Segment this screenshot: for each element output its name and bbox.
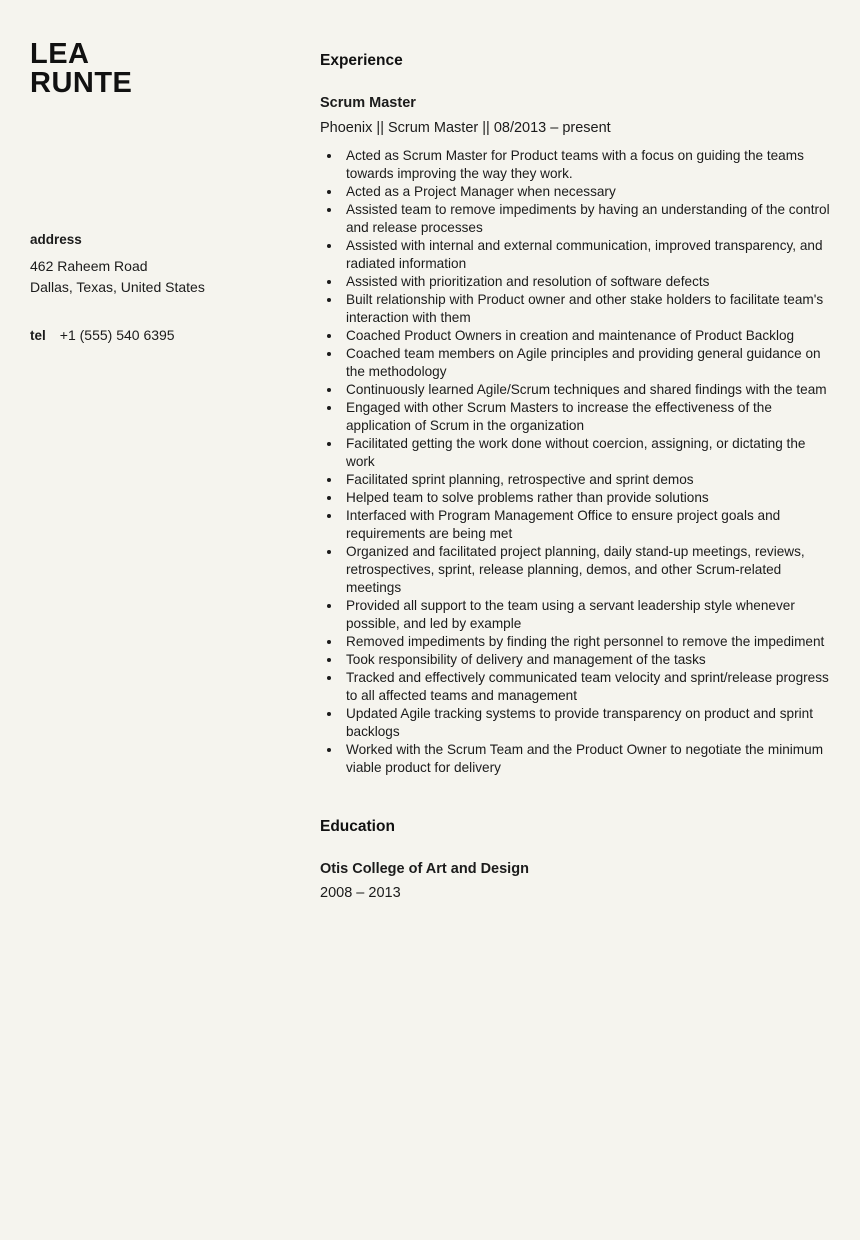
- bullet-item: • Coached team members on Agile principles and providing general guidance on the methodology: [342, 345, 835, 381]
- bullet-item: • Organized and facilitated project planning, daily stand-up meetings, reviews, retrospectives, sprint, release planning, demos, and other Scrum-related meetings: [342, 543, 835, 597]
- bullet-item: • Updated Agile tracking systems to provide transparency on product and sprint backlogs: [342, 705, 835, 741]
- bullet-item: • Took responsibility of delivery and management of the tasks: [342, 651, 835, 669]
- bullet-item: • Assisted team to remove impediments by having an understanding of the control and release processes: [342, 201, 835, 237]
- bullet-item: • Tracked and effectively communicated team velocity and sprint/release progress to all affected teams and management: [342, 669, 835, 705]
- bullet-item: • Acted as Scrum Master for Product teams with a focus on guiding the teams towards improving the way they work.: [342, 147, 835, 183]
- main-content: [320, 52, 835, 901]
- address-label: address: [30, 232, 82, 247]
- school-name: Otis College of Art and Design: [320, 861, 529, 877]
- tel-block: [30, 327, 290, 343]
- bullet-item: • Engaged with other Scrum Masters to increase the effectiveness of the application of Scrum in the organization: [342, 399, 835, 435]
- experience-heading: Experience: [320, 52, 403, 69]
- bullet-item: • Facilitated sprint planning, retrospective and sprint demos: [342, 471, 835, 489]
- bullet-item: • Removed impediments by finding the right personnel to remove the impediment: [342, 633, 835, 651]
- bullet-item: • Worked with the Scrum Team and the Product Owner to negotiate the minimum viable product for delivery: [342, 741, 835, 777]
- bullet-item: • Interfaced with Program Management Office to ensure project goals and requirements are being met: [342, 507, 835, 543]
- bullet-item: • Facilitated getting the work done without coercion, assigning, or dictating the work: [342, 435, 835, 471]
- job-title: Scrum Master: [320, 95, 416, 111]
- tel-value: +1 (555) 540 6395: [59, 327, 175, 343]
- sidebar: [30, 40, 290, 343]
- address-line-1: 462 Raheem Road: [30, 258, 148, 274]
- bullet-item: • Provided all support to the team using a servant leadership style whenever possible, and led by example: [342, 597, 835, 633]
- bullet-item: • Helped team to solve problems rather than provide solutions: [342, 489, 835, 507]
- name-line-2: RUNTE: [30, 67, 133, 99]
- address-block: [30, 232, 290, 297]
- education-section: [320, 818, 835, 901]
- bullet-item: • Coached Product Owners in creation and maintenance of Product Backlog: [342, 327, 835, 345]
- bullet-item: • Assisted with internal and external communication, improved transparency, and radiated information: [342, 237, 835, 273]
- tel-label: tel: [30, 328, 46, 343]
- bullet-item: • Built relationship with Product owner and other stake holders to facilitate team's interaction with them: [342, 291, 835, 327]
- education-heading: Education: [320, 818, 395, 835]
- education-years: 2008 – 2013: [320, 885, 401, 901]
- bullet-item: • Assisted with prioritization and resolution of software defects: [342, 273, 835, 291]
- experience-bullet-list: [320, 147, 835, 777]
- address-line-2: Dallas, Texas, United States: [30, 279, 205, 295]
- job-meta: Phoenix || Scrum Master || 08/2013 – present: [320, 120, 611, 136]
- bullet-item: • Acted as a Project Manager when necessary: [342, 183, 835, 201]
- name-line-1: LEA: [30, 38, 90, 70]
- bullet-item: • Continuously learned Agile/Scrum techniques and shared findings with the team: [342, 381, 835, 399]
- candidate-name: [30, 40, 290, 98]
